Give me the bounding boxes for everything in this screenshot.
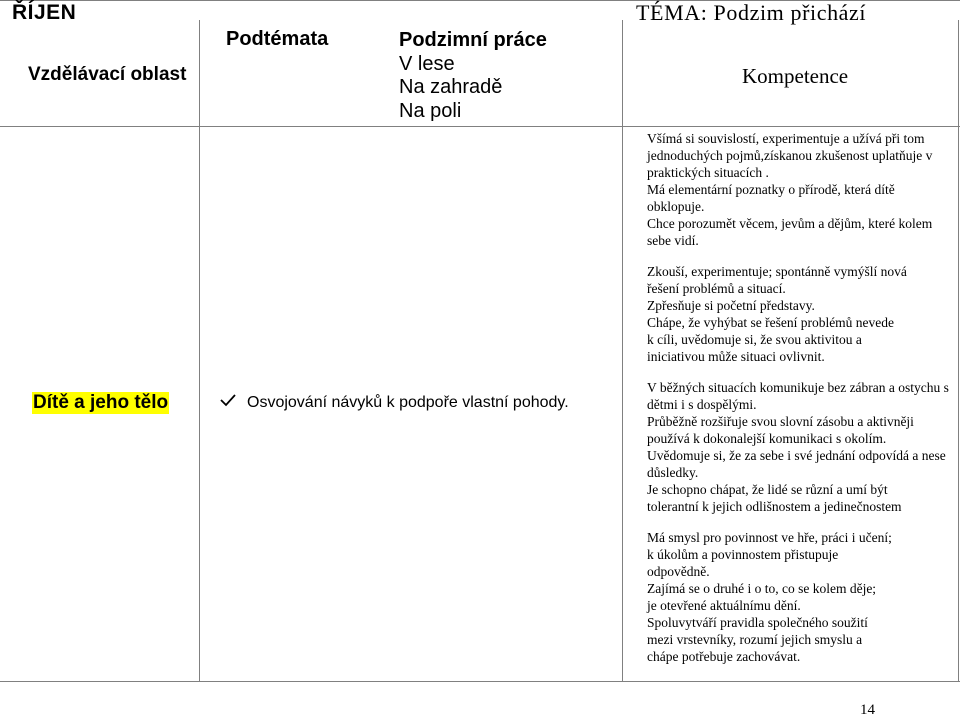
competence-line: Zpřesňuje si početní představy. (647, 298, 815, 313)
subtopics-column-header: Podtémata (226, 28, 329, 50)
table-border-bottom (0, 681, 960, 682)
column-divider-1 (199, 20, 200, 682)
competence-line: je otevřené aktuálnímu dění. (647, 598, 801, 613)
competence-line: Všímá si souvislostí, experimentuje a užívá při tom (647, 131, 925, 146)
column-divider-2 (622, 20, 623, 682)
competence-line: tolerantní k jejich odlišnostem a jedinečnostem (647, 499, 902, 514)
competence-group (647, 379, 959, 515)
competence-line: dětmi i s dospělými. (647, 397, 757, 412)
month-title: ŘÍJEN (12, 1, 77, 24)
competence-group (647, 529, 959, 665)
competence-line: Průběžně rozšiřuje svou slovní zásobu a aktivněji (647, 414, 914, 429)
competence-list (647, 130, 959, 665)
competence-group (647, 130, 959, 249)
check-icon (219, 393, 237, 412)
competence-line: k úkolům a povinnostem přistupuje (647, 547, 839, 562)
subtopic-item: Podzimní práce (399, 29, 547, 51)
competence-line: Má smysl pro povinnost ve hře, práci i učení; (647, 530, 892, 545)
competence-line: k cíli, uvědomuje si, že svou aktivitou a (647, 332, 862, 347)
area-name-highlighted: Dítě a jeho tělo (33, 392, 169, 413)
competence-line: Chápe, že vyhýbat se řešení problémů nevede (647, 315, 895, 330)
page-number: 14 (860, 702, 875, 718)
competence-line: Je schopno chápat, že lidé se různí a umí být (647, 482, 888, 497)
header-divider (0, 126, 960, 127)
subtopic-item: Na zahradě (399, 76, 503, 98)
theme-title: TÉMA: Podzim přichází (636, 0, 867, 25)
subtopic-list (399, 29, 547, 123)
competence-line: mezi vrstevníky, rozumí jejich smyslu a (647, 632, 863, 647)
subtopic-item: Na poli (399, 99, 462, 122)
competence-line: důsledky. (647, 465, 699, 480)
competence-line: Má elementární poznatky o přírodě, která dítě (647, 182, 895, 197)
competence-line: řešení problémů a situací. (647, 281, 786, 296)
competence-line: V běžných situacích komunikuje bez zábran a ostychu s (647, 380, 949, 395)
subtopic-checklist-item (219, 393, 569, 412)
competence-line: používá k dokonalejší komunikaci s okolím. (647, 431, 887, 446)
competence-line: chápe potřebuje zachovávat. (647, 649, 801, 664)
competence-line: Spoluvytváří pravidla společného soužití (647, 615, 868, 630)
competence-line: praktických situacích . (647, 165, 769, 180)
competence-line: Chce porozumět věcem, jevům a dějům, které kolem (647, 216, 933, 231)
competence-line: sebe vidí. (647, 233, 699, 248)
area-column-header: Vzdělávací oblast (28, 64, 187, 85)
competence-line: Zajímá se o druhé i o to, co se kolem děje; (647, 581, 877, 596)
competence-line: Zkouší, experimentuje; spontánně vymýšlí nová (647, 264, 907, 279)
competence-line: iniciativou může situaci ovlivnit. (647, 349, 825, 364)
competence-line: jednoduchých pojmů,získanou zkušenost uplatňuje v (647, 148, 933, 163)
subtopic-item-text: Osvojování návyků k podpoře vlastní pohody. (247, 394, 569, 411)
competence-group (647, 263, 959, 365)
competence-line: Uvědomuje si, že za sebe i své jednání odpovídá a nese (647, 448, 946, 463)
competence-line: obklopuje. (647, 199, 705, 214)
competence-column-header: Kompetence (742, 64, 849, 88)
competence-line: odpovědně. (647, 564, 710, 579)
subtopic-item: V lese (399, 52, 455, 75)
